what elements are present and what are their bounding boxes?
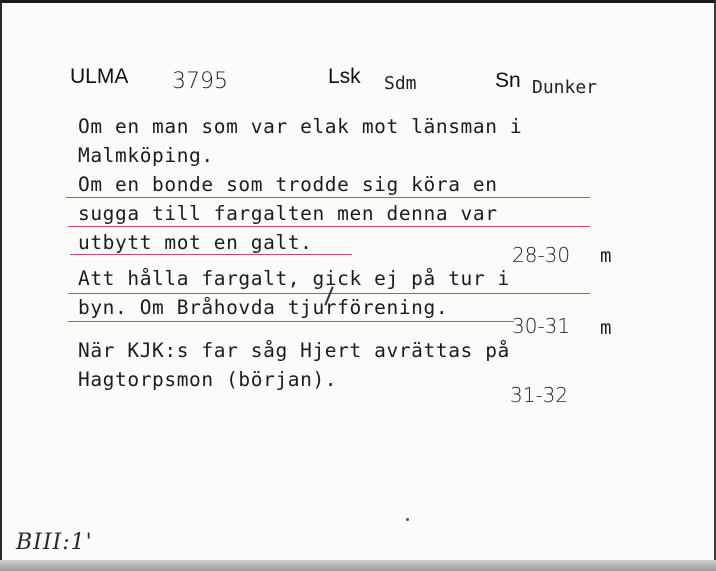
- lsk-label: Lsk: [328, 65, 361, 88]
- stray-dot: [406, 518, 409, 521]
- record-number: 3795: [172, 69, 228, 94]
- entry-2-line-3: utbytt mot en galt.: [78, 231, 313, 254]
- entry-2-line-1: Om en bonde som trodde sig köra en: [78, 173, 498, 196]
- entry-4-pages: 31-32: [510, 383, 569, 407]
- entry-3-line-1: Att hålla fargalt, gick ej på tur i: [78, 267, 510, 290]
- entry-4-line-1: När KJK:s far såg Hjert avrättas på: [78, 339, 510, 362]
- entry-3-unit: m: [600, 317, 612, 339]
- entry-2-underline-3: [70, 254, 352, 255]
- entry-2-unit: m: [600, 245, 612, 267]
- sn-value: Dunker: [532, 77, 598, 98]
- lsk-value: Sdm: [384, 73, 417, 94]
- entry-2-underline-2: [68, 226, 590, 227]
- entry-3-pages: 30-31: [512, 314, 571, 338]
- archive-code: ULMA: [70, 65, 129, 88]
- entry-1-line-1: Om en man som var elak mot länsman i: [78, 115, 523, 138]
- sn-label: Sn: [495, 69, 521, 92]
- entry-4-line-2: Hagtorpsmon (början).: [78, 368, 338, 391]
- entry-1-line-2: Malmköping.: [78, 144, 214, 167]
- entry-2-underline-1: [66, 197, 590, 198]
- card-bottom-edge: [0, 560, 716, 571]
- entry-2-pages: 28-30: [512, 243, 571, 267]
- handwritten-signum: BIII:1': [16, 530, 93, 555]
- entry-3-line-2: byn. Om Bråhovda tjurförening.: [78, 296, 449, 319]
- entry-2-line-2: sugga till fargalten men denna var: [78, 202, 498, 225]
- entry-3-underline-2: [68, 321, 514, 322]
